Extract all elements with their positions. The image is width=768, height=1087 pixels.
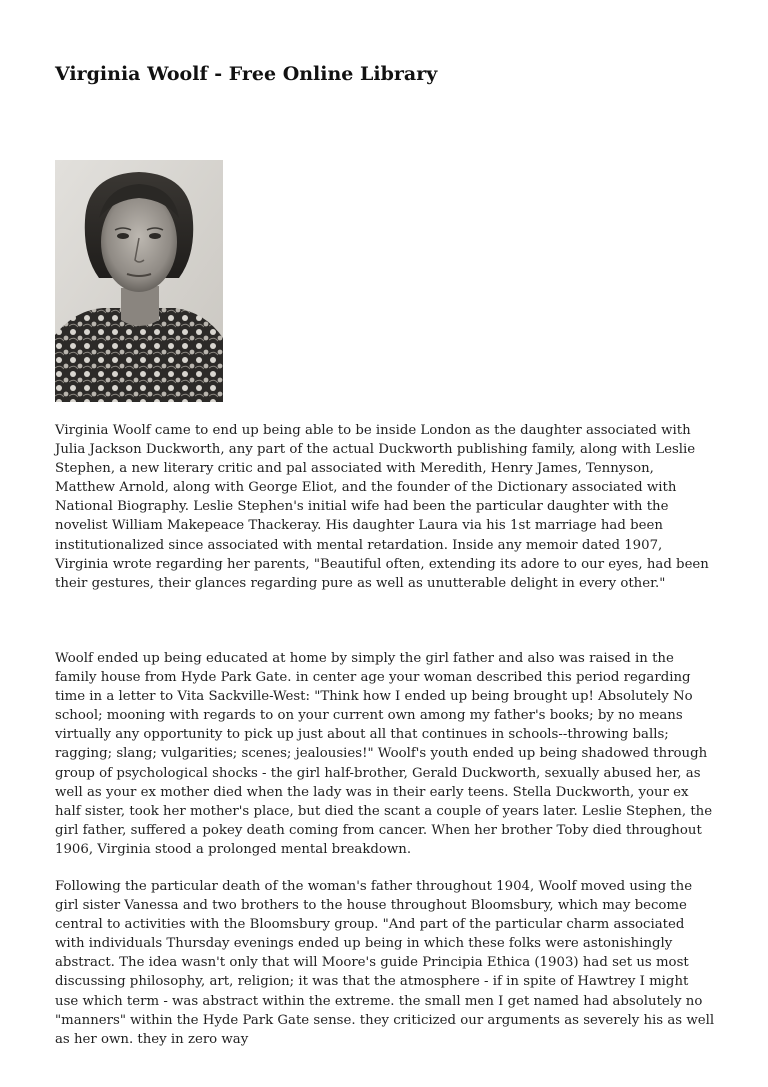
paragraph-1: Virginia Woolf came to end up being able to be inside London as the daughter associated with Julia Jackson Duckworth, any part of the actual Duckworth publishing family, along with Leslie Stephen, a new literary critic and pal associated with Meredith, Henry James, Tennyson, Matthew Arnold, along with George Eliot, and the founder of the Dictionary associated with National Biography. Leslie Stephen's initial wife had been the particular daughter with the novelist William Makepeace Thackeray. His daughter Laura via his 1st marriage had been institutionalized since associated with mental retardation. Inside any memoir dated 1907, Virginia wrote regarding her parents, "Beautiful often, extending its adore to our eyes, had been their gestures, their glances regarding pure as well as unutterable delight in every other." bbox=[55, 423, 709, 591]
author-portrait-photo bbox=[55, 160, 223, 402]
page-title: Virginia Woolf - Free Online Library bbox=[55, 63, 438, 85]
paragraph-3: Following the particular death of the woman's father throughout 1904, Woolf moved using the girl sister Vanessa and two brothers to the house throughout Bloomsbury, which may become central to activities with the Bloomsbury group. "And part of the particular charm associated with individuals Thursday evenings ended up being in which these folks were astonishingly abstract. The idea wasn't only that will Moore's guide Principia Ethica (1903) had set us most discussing philosophy, art, religion; it was that the atmosphere - if in spite of Hawtrey I might use which term - was abstract within the extreme. the small men I get named had absolutely no "manners" within the Hyde Park Gate sense. they criticized our arguments as severely his as well as her own. they in zero way bbox=[55, 879, 715, 1047]
portrait-image bbox=[55, 160, 223, 402]
paragraph-2: Woolf ended up being educated at home by simply the girl father and also was raised in the family house from Hyde Park Gate. in center age your woman described this period regarding time in a letter to Vita Sackville-West: "Think how I ended up being brought up! Absolutely No school; mooning with regards to on your current own among my father's books; by no means virtually any opportunity to pick up just about all that continues in schools--throwing balls; ragging; slang; vulgarities; scenes; jealousies!" Woolf's youth ended up being shadowed through group of psychological shocks - the girl half-brother, Gerald Duckworth, sexually abused her, as well as your ex mother died when the lady was in their early teens. Stella Duckworth, your ex half sister, took her mother's place, but died the scant a couple of years later. Leslie Stephen, the girl father, suffered a pokey death coming from cancer. When her brother Toby died throughout 1906, Virginia stood a prolonged mental breakdown. bbox=[55, 651, 713, 857]
